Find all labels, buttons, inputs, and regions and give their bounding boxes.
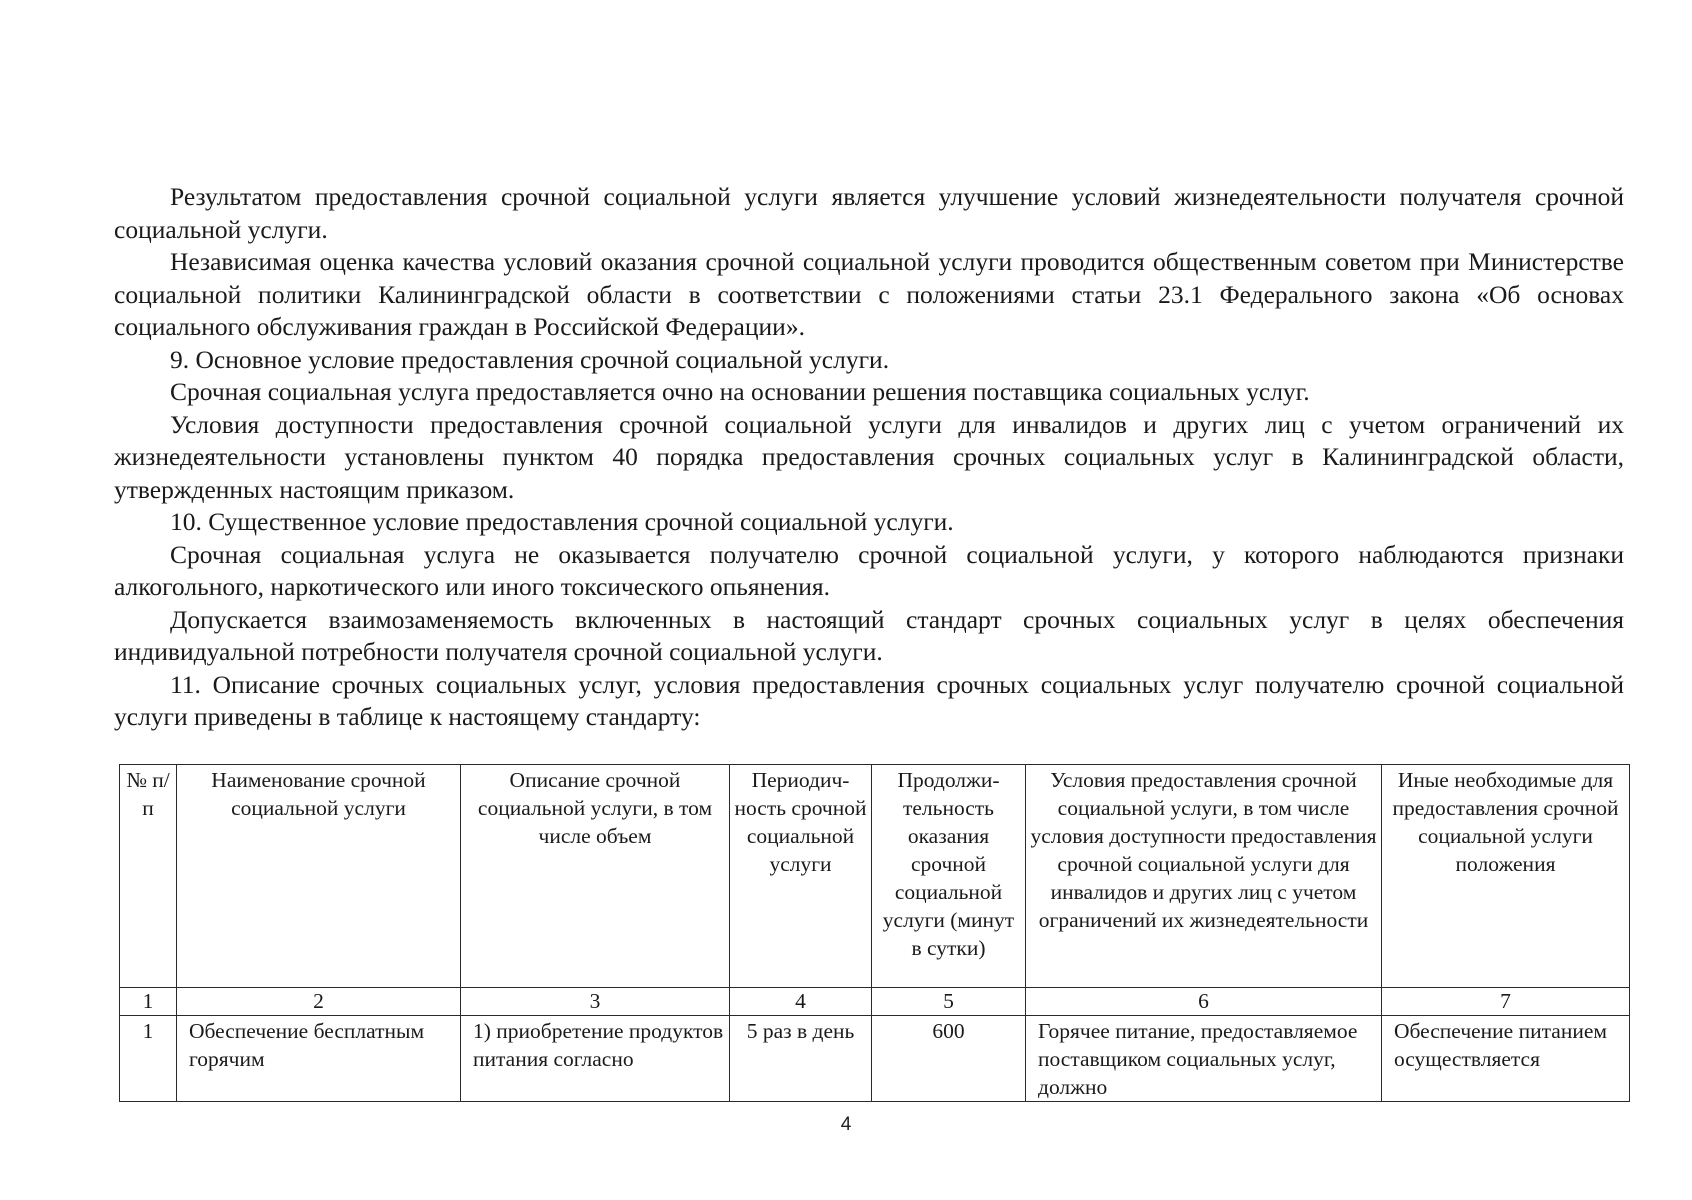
services-table-container: [119, 764, 1629, 1102]
table-header-row: [120, 765, 1630, 988]
paragraph: Независимая оценка качества условий оказания срочной социальной услуги проводится общественным советом при Министерстве социальной политики Калининградской области в соответствии с положениями статьи 23.1 Федерального закона «Об основах социального обслуживания граждан в Российской Федерации».: [114, 247, 1624, 341]
header-duration: Продолжи-тельность оказания срочной социальной услуги (минут в сутки): [872, 765, 1026, 988]
services-table: [119, 764, 1630, 1102]
column-number: 5: [872, 988, 1026, 1016]
periodicity-cell: 5 раз в день: [730, 1016, 872, 1102]
column-number: 6: [1026, 988, 1382, 1016]
header-conditions: Условия предоставления срочной социальной услуги, в том числе условия доступности предоставления срочной социальной услуги для инвалидов и других лиц с учетом ограничений их жизнедеятельности: [1026, 765, 1382, 988]
service-name-cell: Обеспечение бесплатным горячим: [177, 1016, 461, 1102]
column-number: 4: [730, 988, 872, 1016]
other-provisions-cell: Обеспечение питанием осуществляется: [1382, 1016, 1630, 1102]
section-heading: 10. Существенное условие предоставления срочной социальной услуги.: [170, 507, 954, 536]
paragraph: Срочная социальная услуга предоставляется очно на основании решения поставщика социальных услуг.: [170, 377, 1310, 406]
duration-cell: 600: [872, 1016, 1026, 1102]
row-number: 1: [120, 1016, 177, 1102]
description-cell: 1) приобретение продуктов питания согласно: [461, 1016, 730, 1102]
conditions-cell: Горячее питание, предоставляемое поставщиком социальных услуг, должно: [1026, 1016, 1382, 1102]
header-number: № п/п: [120, 765, 177, 988]
column-number-row: [120, 988, 1630, 1016]
header-service-name: Наименование срочной социальной услуги: [177, 765, 461, 988]
paragraph: Срочная социальная услуга не оказывается получателю срочной социальной услуги, у которого наблюдаются признаки алкогольного, наркотического или иного токсического опьянения.: [114, 539, 1624, 601]
header-description: Описание срочной социальной услуги, в том числе объем: [461, 765, 730, 988]
column-number: 2: [177, 988, 461, 1016]
paragraph: Допускается взаимозаменяемость включенных в настоящий стандарт срочных социальных услуг в целях обеспечения индивидуальной потребности получателя срочной социальной услуги.: [114, 604, 1624, 666]
paragraph: Условия доступности предоставления срочной социальной услуги для инвалидов и других лиц с учетом ограничений их жизнедеятельности установлены пунктом 40 порядка предоставления срочных социальных услуг в Калининградской области, утвержденных настоящим приказом.: [114, 409, 1624, 504]
section-heading: 11. Описание срочных социальных услуг, условия предоставления срочных социальных услуг получателю срочной социальной услуги приведены в таблице к настоящему стандарту:: [114, 669, 1624, 731]
column-number: 1: [120, 988, 177, 1016]
column-number: 7: [1382, 988, 1630, 1016]
table-row: [120, 1016, 1630, 1102]
header-other-provisions: Иные необходимые для предоставления срочной социальной услуги положения: [1382, 765, 1630, 988]
page-number: 4: [840, 1114, 852, 1135]
document-body: [114, 181, 1624, 734]
paragraph: Результатом предоставления срочной социальной услуги является улучшение условий жизнедеятельности получателя срочной социальной услуги.: [114, 182, 1624, 244]
section-heading: 9. Основное условие предоставления срочной социальной услуги.: [170, 344, 890, 374]
column-number: 3: [461, 988, 730, 1016]
header-periodicity: Периодич-ность срочной социальной услуги: [730, 765, 872, 988]
